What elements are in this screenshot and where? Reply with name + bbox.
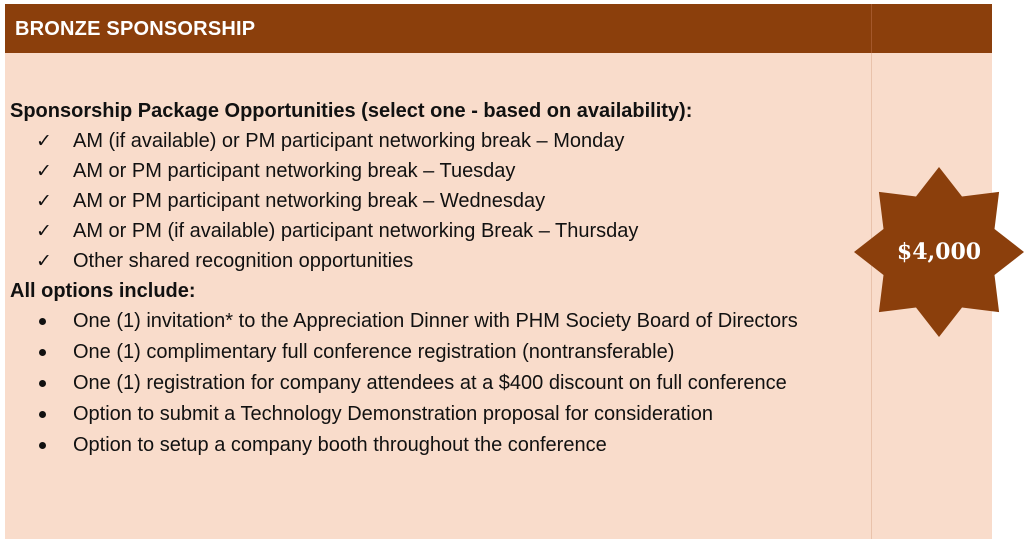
header-column-divider (871, 4, 872, 53)
benefit-label: Option to setup a company booth throughout the conference (73, 434, 607, 456)
benefit-item (10, 399, 813, 429)
benefit-item (10, 337, 813, 367)
all-options-include-heading: All options include: (10, 280, 196, 302)
package-option-label: AM (if available) or PM participant networking break – Monday (73, 130, 625, 152)
package-option (10, 156, 860, 186)
price-badge (854, 167, 1024, 337)
package-option-label: AM or PM participant networking break – Wednesday (73, 190, 546, 212)
benefit-label: One (1) registration for company attendees at a $400 discount on full conference (73, 372, 787, 394)
package-option (10, 186, 860, 216)
benefit-label: One (1) complimentary full conference registration (nontransferable) (73, 341, 675, 363)
package-options-list (10, 126, 860, 276)
package-option (10, 216, 860, 246)
bullet-icon (39, 318, 46, 325)
bullet-icon (39, 442, 46, 449)
benefit-label: One (1) invitation* to the Appreciation Dinner with PHM Society Board of Directors (73, 310, 798, 332)
price-label: $4,000 (896, 239, 982, 265)
sponsorship-title: BRONZE SPONSORSHIP (15, 18, 256, 40)
bullet-icon (39, 411, 46, 418)
checkmark-icon: ✓ (36, 220, 52, 242)
package-option-label: Other shared recognition opportunities (73, 250, 414, 272)
package-option-label: AM or PM (if available) participant networking Break – Thursday (73, 220, 639, 242)
bullet-icon (39, 380, 46, 387)
benefit-item (10, 368, 813, 398)
package-opportunities-heading: Sponsorship Package Opportunities (select one - based on availability): (10, 100, 693, 122)
package-option-label: AM or PM participant networking break – Tuesday (73, 160, 516, 182)
checkmark-icon: ✓ (36, 190, 52, 212)
sponsorship-content (10, 96, 860, 460)
checkmark-icon: ✓ (36, 160, 52, 182)
included-benefits-list (10, 306, 860, 460)
bullet-icon (39, 349, 46, 356)
benefit-item (10, 430, 813, 460)
package-option (10, 246, 860, 276)
benefit-label: Option to submit a Technology Demonstration proposal for consideration (73, 403, 713, 425)
package-option (10, 126, 860, 156)
sponsorship-header (5, 4, 992, 53)
benefit-item (10, 306, 813, 336)
checkmark-icon: ✓ (36, 130, 52, 152)
checkmark-icon: ✓ (36, 250, 52, 272)
